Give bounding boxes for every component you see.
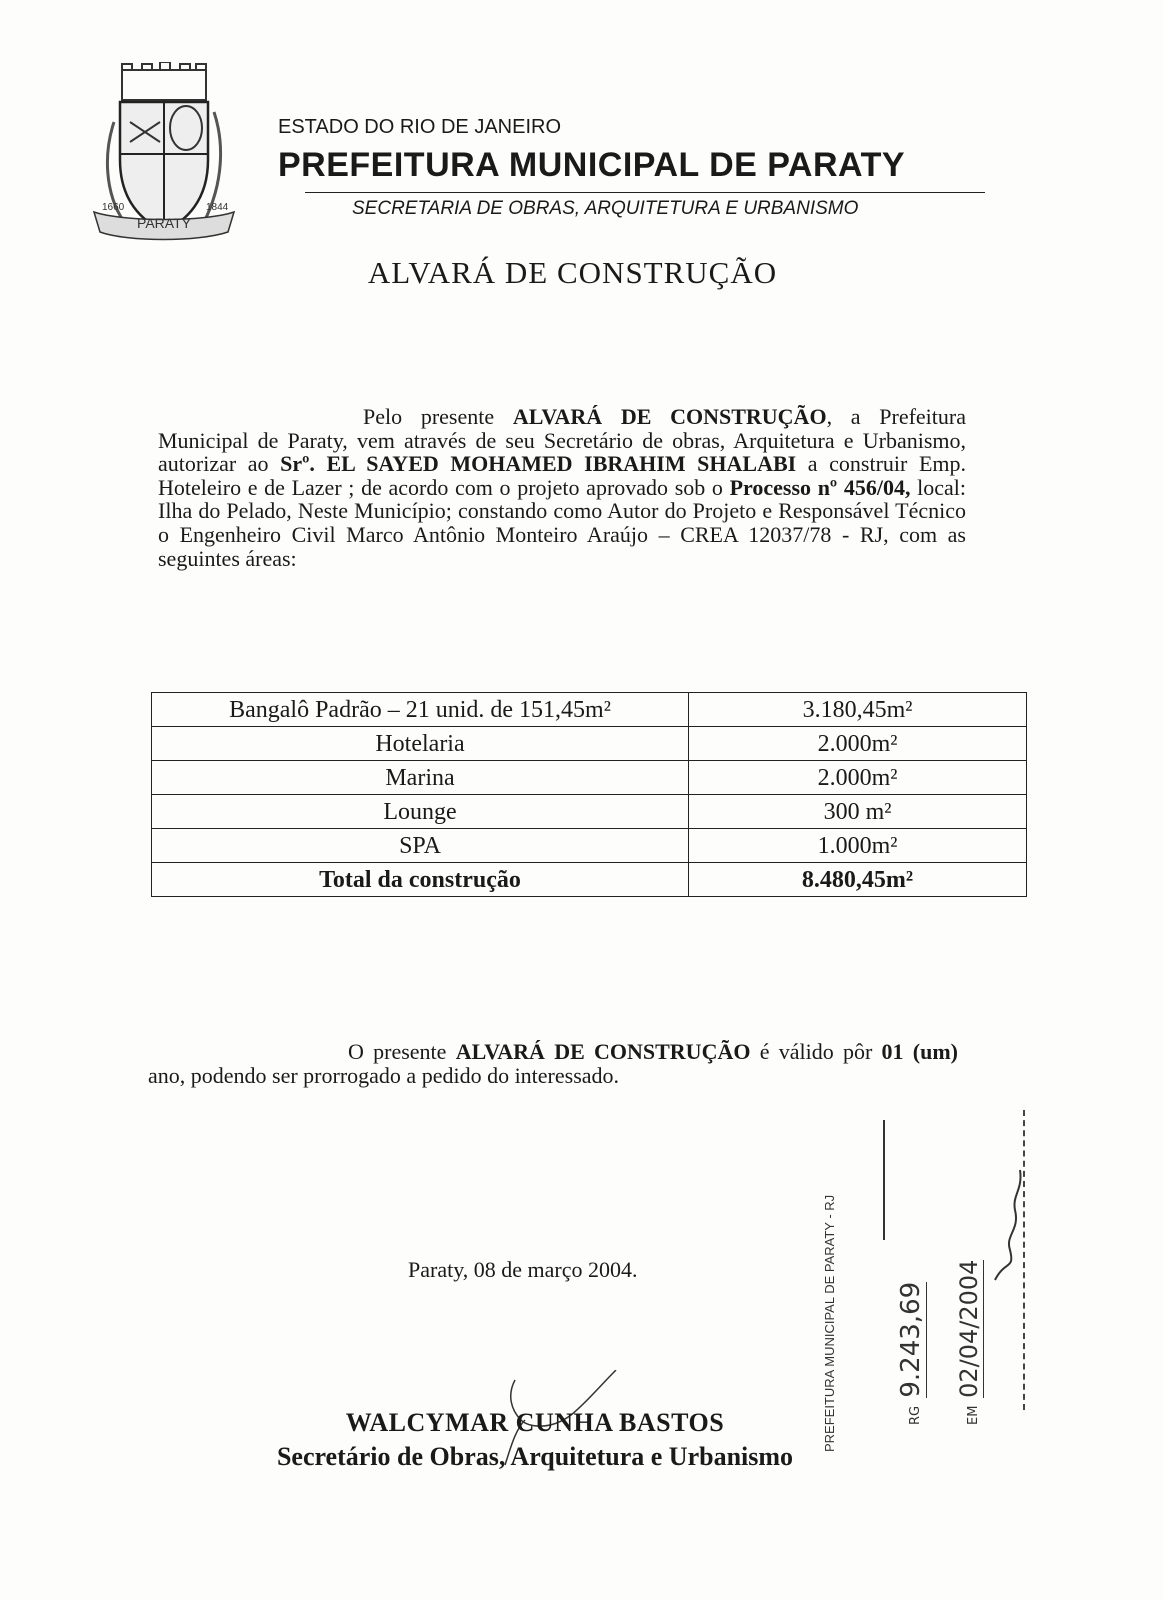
state-name: ESTADO DO RIO DE JANEIRO (278, 116, 561, 138)
table-row (152, 693, 1027, 727)
area-item: Lounge (152, 795, 689, 829)
text: Pelo presente (363, 404, 513, 429)
svg-text:PARATY: PARATY (137, 215, 191, 231)
table-row (152, 795, 1027, 829)
document-title: ALVARÁ DE CONSTRUÇÃO (367, 255, 778, 290)
area-value: 300 m² (689, 795, 1027, 829)
table-row (152, 727, 1027, 761)
rg-label: RG (908, 1405, 923, 1425)
table-row (152, 761, 1027, 795)
signatory-name: WALCYMAR CUNHA BASTOS (345, 1408, 725, 1437)
total-row (152, 863, 1027, 897)
text: a construir Emp. Hoteleiro e de Lazer ; de acordo com o projeto aprovado sob o (158, 451, 966, 500)
prefecture-name: PREFEITURA MUNICIPAL DE PARATY (278, 146, 906, 184)
registry-stamp-org: PREFEITURA MUNICIPAL DE PARATY - RJ (822, 1194, 837, 1452)
total-label: Total da construção (152, 863, 689, 897)
area-item: Bangalô Padrão – 21 unid. de 151,45m² (152, 693, 689, 727)
coat-of-arms-logo (84, 62, 244, 252)
areas-table (151, 692, 1027, 897)
text: local: Ilha do Pelado, Neste Município; constando como Autor do Projeto e Responsável Técnico o Engenheiro Civil Marco Antônio Monteiro Araújo – CREA 12037/78 - RJ, com as seguintes áreas: (158, 474, 966, 571)
area-value: 3.180,45m² (689, 693, 1027, 727)
owner-name: Srº. EL SAYED MOHAMED IBRAHIM SHALABI (280, 451, 797, 477)
text-bold: ALVARÁ DE CONSTRUÇÃO (512, 404, 827, 429)
text-bold: ALVARÁ DE CONSTRUÇÃO (455, 1039, 751, 1064)
svg-text:1660: 1660 (102, 202, 125, 213)
header-rule (305, 192, 985, 193)
validity-period: 01 (um) (881, 1039, 959, 1064)
text: ano, podendo ser prorrogado a pedido do interessado. (148, 1062, 620, 1088)
registry-stamp-number (896, 1282, 926, 1425)
text: é válido pôr (750, 1039, 882, 1064)
area-item: Marina (152, 761, 689, 795)
em-value: 02/04/2004 (955, 1259, 983, 1398)
area-value: 2.000m² (689, 727, 1027, 761)
area-value: 2.000m² (689, 761, 1027, 795)
area-item: SPA (152, 829, 689, 863)
registry-stamp-date (955, 1260, 983, 1425)
signatory-role: Secretário de Obras, Arquitetura e Urbanismo (276, 1442, 794, 1471)
authorization-paragraph (158, 405, 966, 570)
text: O presente (348, 1039, 456, 1064)
text: , a Prefeitura Municipal de Paraty, vem através de seu Secretário de obras, Arquitetura e Urbanismo, autorizar ao (158, 404, 966, 477)
stamp-border-line (883, 1120, 885, 1240)
table-row (152, 829, 1027, 863)
secretariat-name: SECRETARIA DE OBRAS, ARQUITETURA E URBANISMO (352, 198, 859, 219)
em-label: EM (966, 1405, 981, 1425)
rg-value: 9.243,69 (896, 1281, 926, 1398)
total-value: 8.480,45m² (689, 863, 1027, 897)
svg-text:1844: 1844 (206, 202, 229, 213)
process-number: Processo nº 456/04, (729, 474, 911, 500)
area-item: Hotelaria (152, 727, 689, 761)
area-value: 1.000m² (689, 829, 1027, 863)
validity-paragraph (148, 1040, 958, 1087)
document-date: Paraty, 08 de março 2004. (408, 1257, 638, 1282)
stamp-initials-signature (985, 1150, 1025, 1290)
